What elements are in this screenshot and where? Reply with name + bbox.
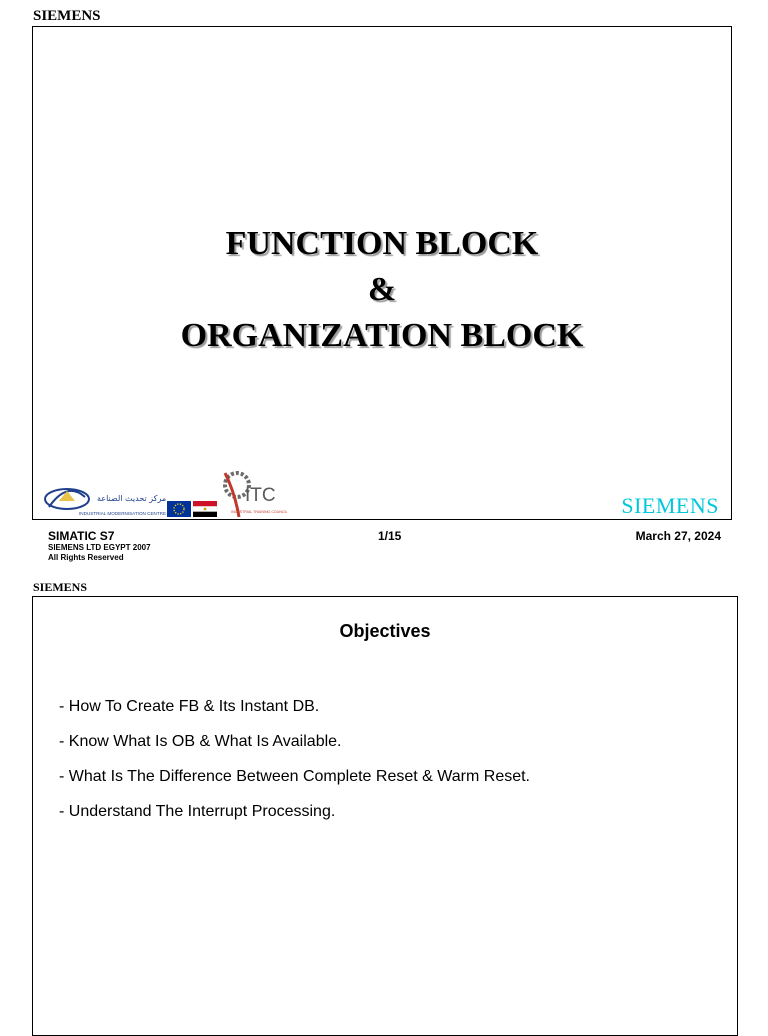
imc-english-text: INDUSTRIAL MODERNISATION CENTRE <box>79 511 167 516</box>
partner-logos <box>39 467 299 521</box>
eu-flag-icon <box>167 501 191 517</box>
imc-arabic-text: مركز تحديث الصناعة <box>97 494 167 503</box>
objectives-slide <box>32 596 738 1036</box>
objective-item: - What Is The Difference Between Complete Reset & Warm Reset. <box>59 768 530 785</box>
objectives-title: Objectives <box>339 621 431 641</box>
title-line-organization-block: ORGANIZATION BLOCK <box>180 317 584 354</box>
imc-logo-icon <box>45 489 89 509</box>
slide-title <box>33 221 731 359</box>
page-brand-header-2: SIEMENS <box>33 580 88 594</box>
itc-subtitle-text: INDUSTRIAL TRAINING COUNCIL <box>231 510 288 514</box>
title-line-ampersand: & <box>367 271 397 308</box>
objective-item: - Understand The Interrupt Processing. <box>59 803 336 820</box>
title-line-function-block: FUNCTION BLOCK <box>225 225 539 262</box>
egypt-flag-icon <box>193 501 217 517</box>
page-brand-header: SIEMENS <box>33 8 101 24</box>
objective-item: - Know What Is OB & What Is Available. <box>59 733 342 750</box>
footer-rights: All Rights Reserved <box>48 553 124 562</box>
title-slide <box>32 26 732 520</box>
siemens-logo: SIEMENS <box>621 493 719 518</box>
footer-page-number: 1/15 <box>378 529 402 543</box>
objectives-list <box>59 697 530 837</box>
footer-date: March 27, 2024 <box>635 529 721 543</box>
objective-item: - How To Create FB & Its Instant DB. <box>59 698 320 715</box>
footer-left <box>48 529 151 563</box>
itc-logo-text: ITC <box>245 485 276 506</box>
footer-company: SIEMENS LTD EGYPT 2007 <box>48 543 151 552</box>
footer-product: SIMATIC S7 <box>48 529 115 543</box>
